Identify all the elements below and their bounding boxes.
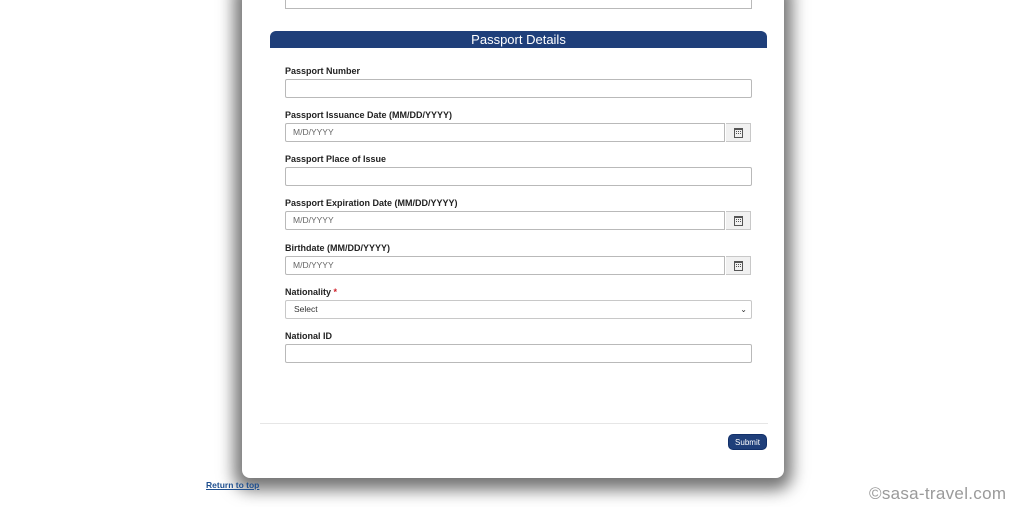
calendar-icon [734, 216, 743, 226]
passport-number-input[interactable] [285, 79, 752, 98]
nationality-select[interactable] [285, 300, 752, 319]
birthdate-label: Birthdate (MM/DD/YYYY) [285, 243, 391, 253]
nationality-selected-value: Select [294, 304, 318, 314]
national-id-label: National ID [285, 331, 333, 341]
chevron-down-icon: ⌄ [740, 305, 747, 314]
calendar-icon [734, 261, 743, 271]
section-header: Passport Details [270, 31, 767, 48]
issuance-date-input[interactable]: M/D/YYYY [285, 123, 725, 142]
nationality-label [285, 287, 337, 298]
calendar-icon [734, 128, 743, 138]
return-to-top-link[interactable]: Return to top [206, 480, 260, 490]
required-marker: * [333, 287, 338, 297]
national-id-input[interactable] [285, 344, 752, 363]
issuance-date-calendar-button[interactable] [726, 123, 751, 142]
place-of-issue-input[interactable] [285, 167, 752, 186]
previous-field-input[interactable] [285, 0, 752, 9]
birthdate-calendar-button[interactable] [726, 256, 751, 275]
expiration-date-label: Passport Expiration Date (MM/DD/YYYY) [285, 198, 458, 208]
watermark: ©sasa-travel.com [869, 484, 1007, 503]
place-of-issue-label: Passport Place of Issue [285, 154, 387, 164]
expiration-date-input[interactable]: M/D/YYYY [285, 211, 725, 230]
issuance-date-label: Passport Issuance Date (MM/DD/YYYY) [285, 110, 453, 120]
divider [260, 423, 768, 424]
nationality-label-text: Nationality [285, 287, 332, 297]
passport-number-label: Passport Number [285, 66, 361, 76]
expiration-date-calendar-button[interactable] [726, 211, 751, 230]
submit-button[interactable]: Submit [728, 434, 767, 450]
birthdate-input[interactable]: M/D/YYYY [285, 256, 725, 275]
